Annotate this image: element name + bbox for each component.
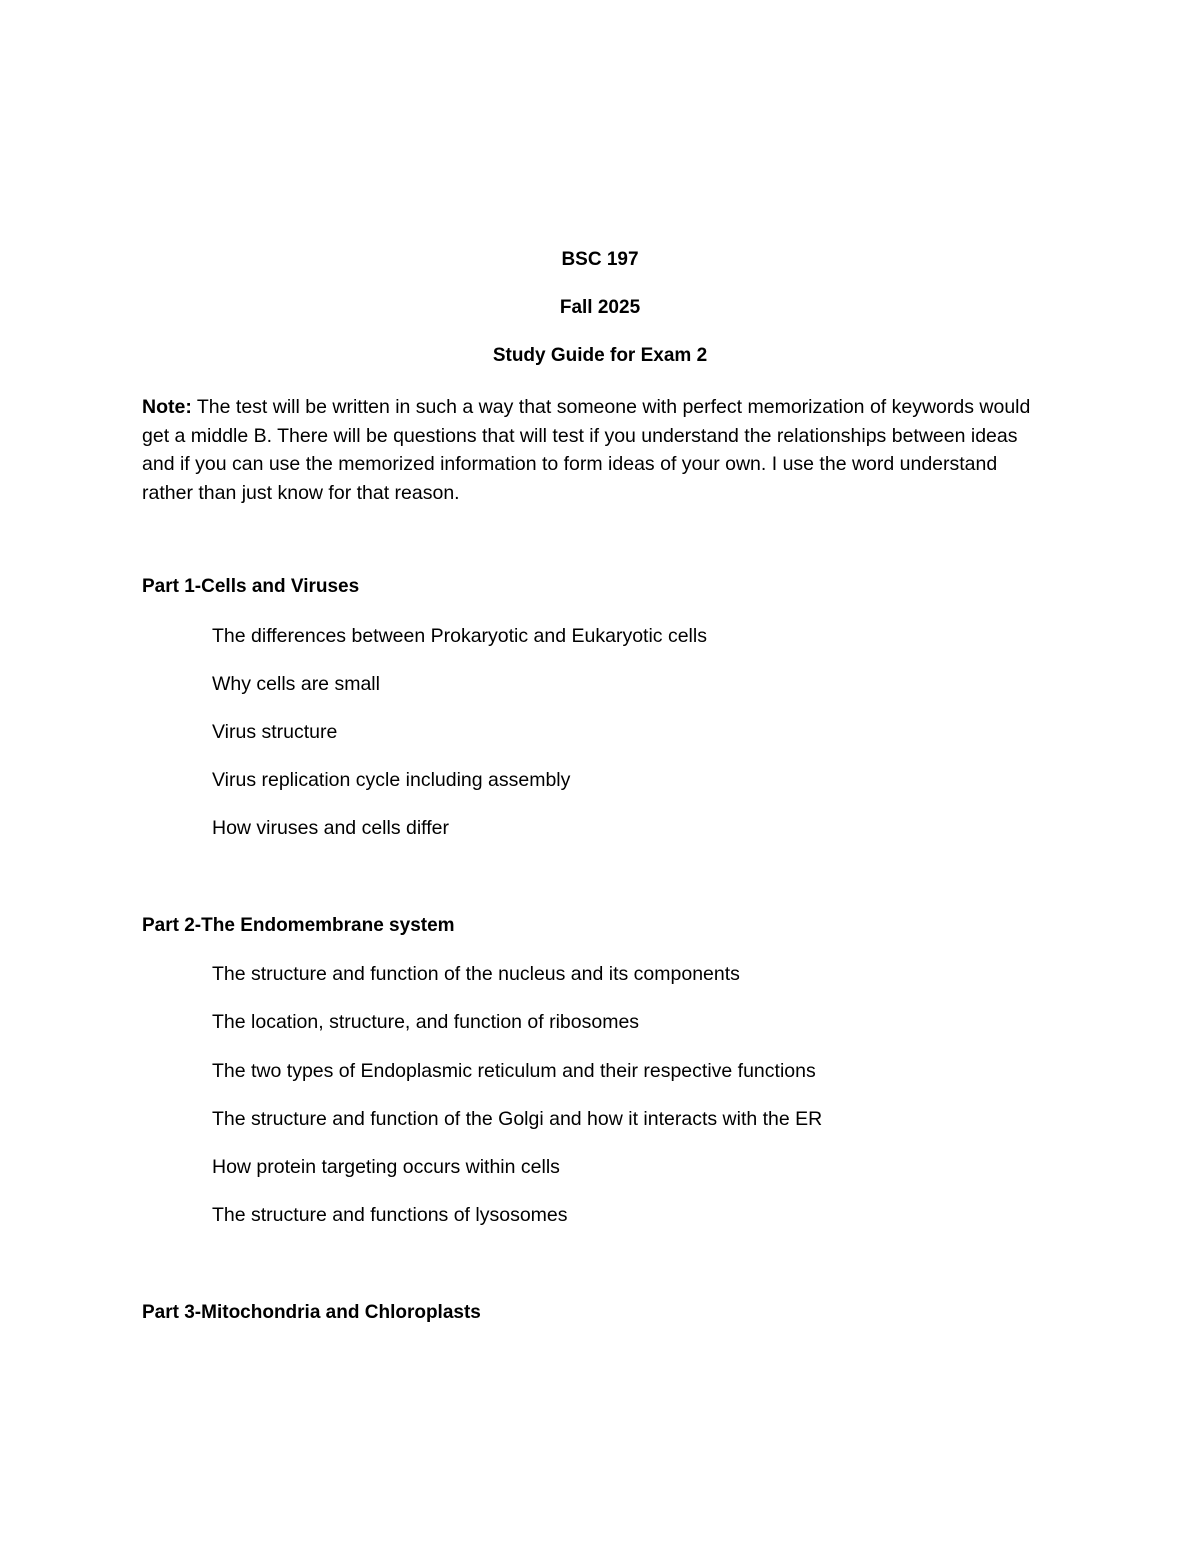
note-label: Note: <box>142 396 192 418</box>
part-1-item: Virus structure <box>212 721 338 743</box>
part-1-item: Why cells are small <box>212 673 380 695</box>
part-2-item: How protein targeting occurs within cells <box>212 1156 560 1178</box>
part-2-item: The structure and functions of lysosomes <box>212 1204 568 1226</box>
part-1-item: The differences between Prokaryotic and Eukaryotic cells <box>212 625 707 647</box>
part-3-heading: Part 3-Mitochondria and Chloroplasts <box>142 1302 481 1323</box>
part-2-item: The two types of Endoplasmic reticulum and their respective functions <box>212 1060 816 1082</box>
term-label: Fall 2025 <box>559 297 641 318</box>
part-1-heading: Part 1-Cells and Viruses <box>142 576 360 597</box>
part-2-item: The structure and function of the nucleus and its components <box>212 963 740 985</box>
course-code: BSC 197 <box>561 249 639 270</box>
part-2-heading: Part 2-The Endomembrane system <box>142 915 455 936</box>
part-2-item: The location, structure, and function of ribosomes <box>212 1011 640 1033</box>
note-text: The test will be written in such a way that someone with perfect memorization of keywords would get a middle B. There will be questions that will test if you understand the relationships between ideas and if you can use the memorized information to form ideas of your own. I use the word understand rather than just know for that reason. <box>142 396 1031 505</box>
part-1-item: How viruses and cells differ <box>212 817 449 839</box>
part-1-item: Virus replication cycle including assembly <box>212 769 571 791</box>
part-2-item: The structure and function of the Golgi and how it interacts with the ER <box>212 1108 823 1130</box>
note-paragraph <box>142 393 1042 508</box>
document-title: Study Guide for Exam 2 <box>492 345 708 366</box>
